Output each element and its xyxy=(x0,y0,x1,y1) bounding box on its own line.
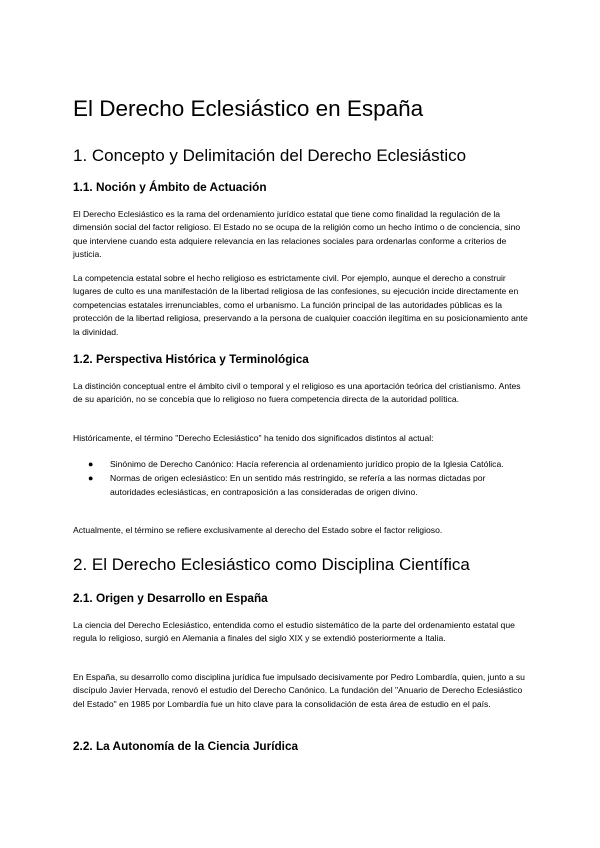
paragraph: La distinción conceptual entre el ámbito civil o temporal y el religioso es una aportación teórica del cristianismo. Antes de su aparición, no se concebía que lo religioso no fuera competencia directa de la autoridad política. xyxy=(73,381,521,405)
list-item: ● Sinónimo de Derecho Canónico: Hacía referencia al ordenamiento jurídico propio de la Iglesia Católica. xyxy=(73,458,529,471)
bullet-icon: ● xyxy=(88,459,94,469)
subsection-2-1-heading: 2.1. Origen y Desarrollo en España xyxy=(73,591,268,605)
document-title: El Derecho Eclesiástico en España xyxy=(73,96,424,121)
paragraph: El Derecho Eclesiástico es la rama del ordenamiento jurídico estatal que tiene como finalidad la regulación de la dimensión social del factor religioso. El Estado no se ocupa de la religión como un hecho íntimo o de conciencia, sino que interviene cuando esta adquiere relevancia en las relaciones sociales para ordenarlas conforme a criterios de justicia. xyxy=(73,209,521,260)
subsection-1-2-heading: 1.2. Perspectiva Histórica y Terminológica xyxy=(73,352,309,366)
section-1-heading: 1. Concepto y Delimitación del Derecho Eclesiástico xyxy=(73,146,467,165)
paragraph: La competencia estatal sobre el hecho religioso es estrictamente civil. Por ejemplo, aunque el derecho a construir lugares de culto es una manifestación de la libertad religiosa de las confesiones, su ejecución incide directamente en competencias estatales irrenunciables, como el urbanismo. La función principal de las autoridades públicas es la protección de la libertad religiosa, preservando a la persona de cualquier coacción ilegítima en su posicionamiento ante la divinidad. xyxy=(73,273,528,337)
bullet-icon: ● xyxy=(88,473,94,484)
section-2-heading: 2. El Derecho Eclesiástico como Disciplina Científica xyxy=(73,555,470,574)
paragraph: Históricamente, el término "Derecho Eclesiástico" ha tenido dos significados distintos al actual: xyxy=(73,433,434,443)
subsection-2-2-heading: 2.2. La Autonomía de la Ciencia Jurídica xyxy=(73,739,299,753)
paragraph: Actualmente, el término se refiere exclusivamente al derecho del Estado sobre el factor religioso. xyxy=(73,525,443,535)
subsection-1-1-heading: 1.1. Noción y Ámbito de Actuación xyxy=(73,180,267,194)
list-item: ● Normas de origen eclesiástico: En un sentido más restringido, se refería a las normas dictadas por autoridades eclesiásticas, en contraposición a las consideradas de origen divino. xyxy=(88,473,486,497)
paragraph: La ciencia del Derecho Eclesiástico, entendida como el estudio sistemático de la parte del ordenamiento estatal que regula lo religioso, surgió en Alemania a finales del siglo XIX y se extendió posteriormente a Italia. xyxy=(73,620,515,644)
paragraph: En España, su desarrollo como disciplina jurídica fue impulsado decisivamente por Pedro Lombardía, quien, junto a su discípulo Javier Hervada, renovó el estudio del Derecho Canónico. La fundación del "Anuario de Derecho Eclesiástico del Estado" en 1985 por Lombardía fue un hito clave para la consolidación de esta área de estudio en el país. xyxy=(73,672,525,709)
meanings-list xyxy=(73,458,529,500)
